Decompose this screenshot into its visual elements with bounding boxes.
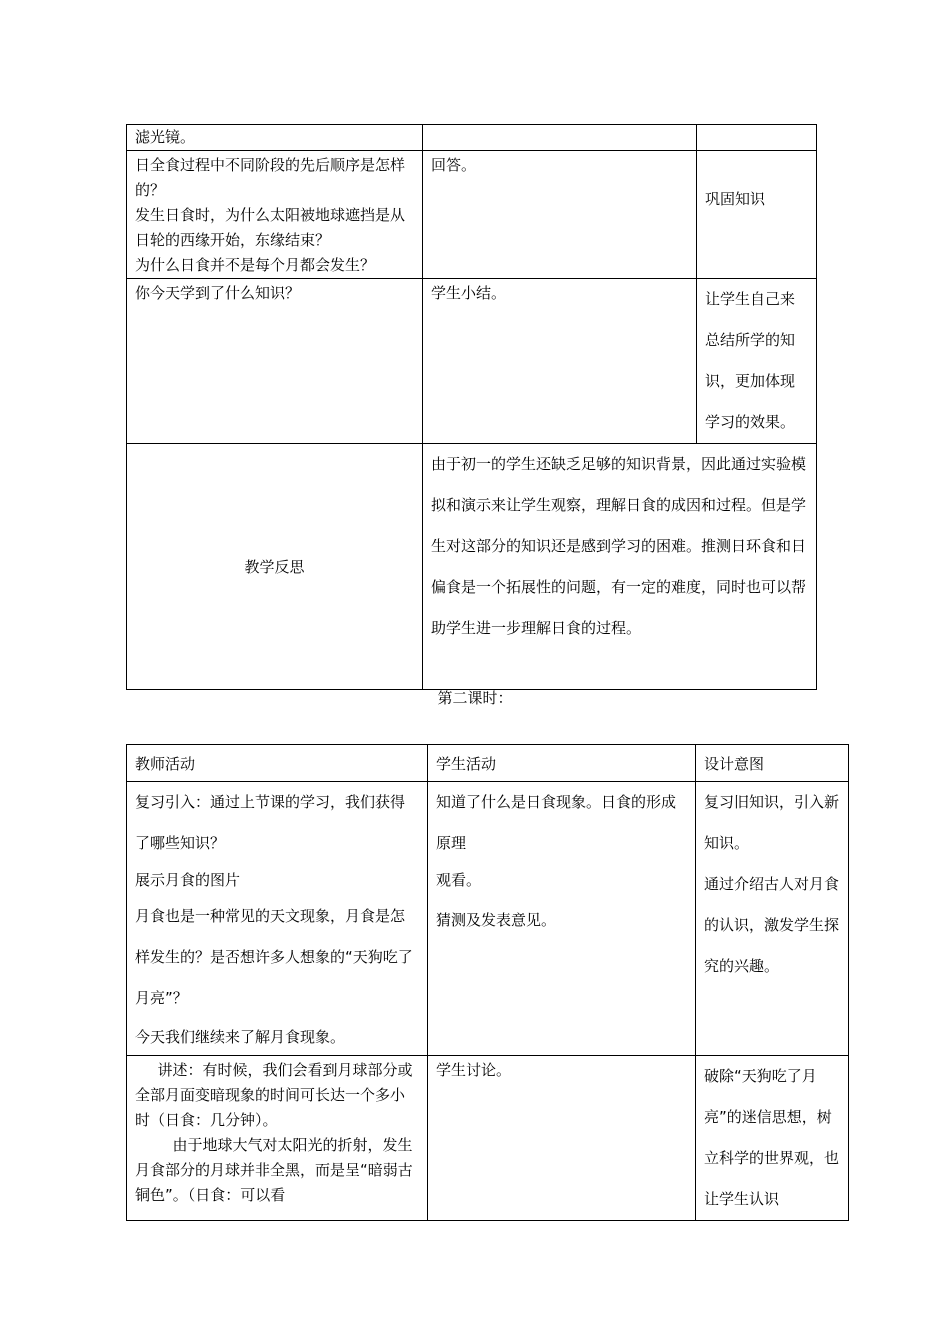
design-intent-cell bbox=[697, 279, 817, 444]
section-title: 第二课时： bbox=[437, 689, 513, 707]
header-teacher-activity: 教师活动 bbox=[127, 745, 428, 782]
cell-text: 滤光镜。 bbox=[135, 128, 196, 146]
student-activity-cell bbox=[423, 151, 697, 279]
table-row bbox=[127, 125, 817, 151]
cell-text: 展示月食的图片 bbox=[135, 871, 241, 889]
table-row bbox=[127, 782, 849, 1056]
cell-text: 巩固知识 bbox=[705, 190, 766, 208]
cell-text: 观看。 bbox=[436, 871, 482, 889]
cell-text: 学生讨论。 bbox=[436, 1061, 512, 1079]
student-activity-cell bbox=[423, 279, 697, 444]
cell-text: 由于地球大气对太阳光的折射，发生月食部分的月球并非全黑，而是呈“暗弱古铜色”。（日食：可以看 bbox=[135, 1136, 413, 1204]
table-header-row bbox=[127, 745, 849, 782]
design-intent-cell bbox=[696, 782, 849, 1056]
cell-text: 学生小结。 bbox=[431, 284, 507, 302]
teacher-activity-cell bbox=[127, 1056, 428, 1221]
student-activity-cell bbox=[423, 125, 697, 151]
teacher-activity-cell bbox=[127, 279, 423, 444]
cell-text: 知道了什么是日食现象。日食的形成原理 bbox=[436, 793, 677, 852]
reflection-label-cell bbox=[127, 444, 423, 690]
teacher-activity-cell bbox=[127, 125, 423, 151]
header-design-intent: 设计意图 bbox=[696, 745, 849, 782]
table-row bbox=[127, 1056, 849, 1221]
cell-text: 破除“天狗吃了月亮”的迷信思想，树立科学的世界观，也让学生认识 bbox=[704, 1067, 840, 1208]
design-intent-cell bbox=[697, 151, 817, 279]
cell-text: 今天我们继续来了解月食现象。 bbox=[135, 1028, 346, 1046]
cell-text: 回答。 bbox=[431, 156, 477, 174]
teacher-activity-cell bbox=[127, 782, 428, 1056]
reflection-text-cell bbox=[423, 444, 817, 690]
cell-text: 复习引入：通过上节课的学习，我们获得了哪些知识？ bbox=[135, 793, 406, 852]
cell-text: 猜测及发表意见。 bbox=[436, 911, 557, 929]
cell-text: 你今天学到了什么知识？ bbox=[135, 284, 301, 302]
table-row bbox=[127, 151, 817, 279]
cell-text: 让学生自己来总结所学的知识，更加体现学习的效果。 bbox=[705, 290, 796, 431]
cell-text: 讲述：有时候，我们会看到月球部分或全部月面变暗现象的时间可长达一个多小时（日食：几分钟）。 bbox=[135, 1061, 413, 1129]
lesson-table-2 bbox=[126, 744, 849, 1221]
table-row bbox=[127, 279, 817, 444]
table-row bbox=[127, 444, 817, 690]
cell-text: 发生日食时，为什么太阳被地球遮挡是从日轮的西缘开始，东缘结束？ bbox=[135, 206, 406, 249]
design-intent-cell bbox=[697, 125, 817, 151]
cell-text: 复习旧知识，引入新知识。 bbox=[704, 793, 840, 852]
reflection-label: 教学反思 bbox=[244, 558, 305, 576]
cell-text: 通过介绍古人对月食的认识，激发学生探究的兴趣。 bbox=[704, 875, 840, 975]
student-activity-cell bbox=[428, 782, 696, 1056]
design-intent-cell bbox=[696, 1056, 849, 1221]
cell-text: 月食也是一种常见的天文现象，月食是怎样发生的？是否想许多人想象的“天狗吃了月亮”？ bbox=[135, 907, 413, 1007]
student-activity-cell bbox=[428, 1056, 696, 1221]
cell-text: 日全食过程中不同阶段的先后顺序是怎样的？ bbox=[135, 156, 406, 199]
header-student-activity: 学生活动 bbox=[428, 745, 696, 782]
teacher-activity-cell bbox=[127, 151, 423, 279]
reflection-text: 由于初一的学生还缺乏足够的知识背景，因此通过实验模拟和演示来让学生观察，理解日食的成因和过程。但是学生对这部分的知识还是感到学习的困难。推测日环食和日偏食是一个拓展性的问题，有一定的难度，同时也可以帮助学生进一步理解日食的过程。 bbox=[431, 455, 807, 637]
cell-text: 为什么日食并不是每个月都会发生？ bbox=[135, 256, 376, 274]
lesson-table-1 bbox=[126, 124, 817, 690]
